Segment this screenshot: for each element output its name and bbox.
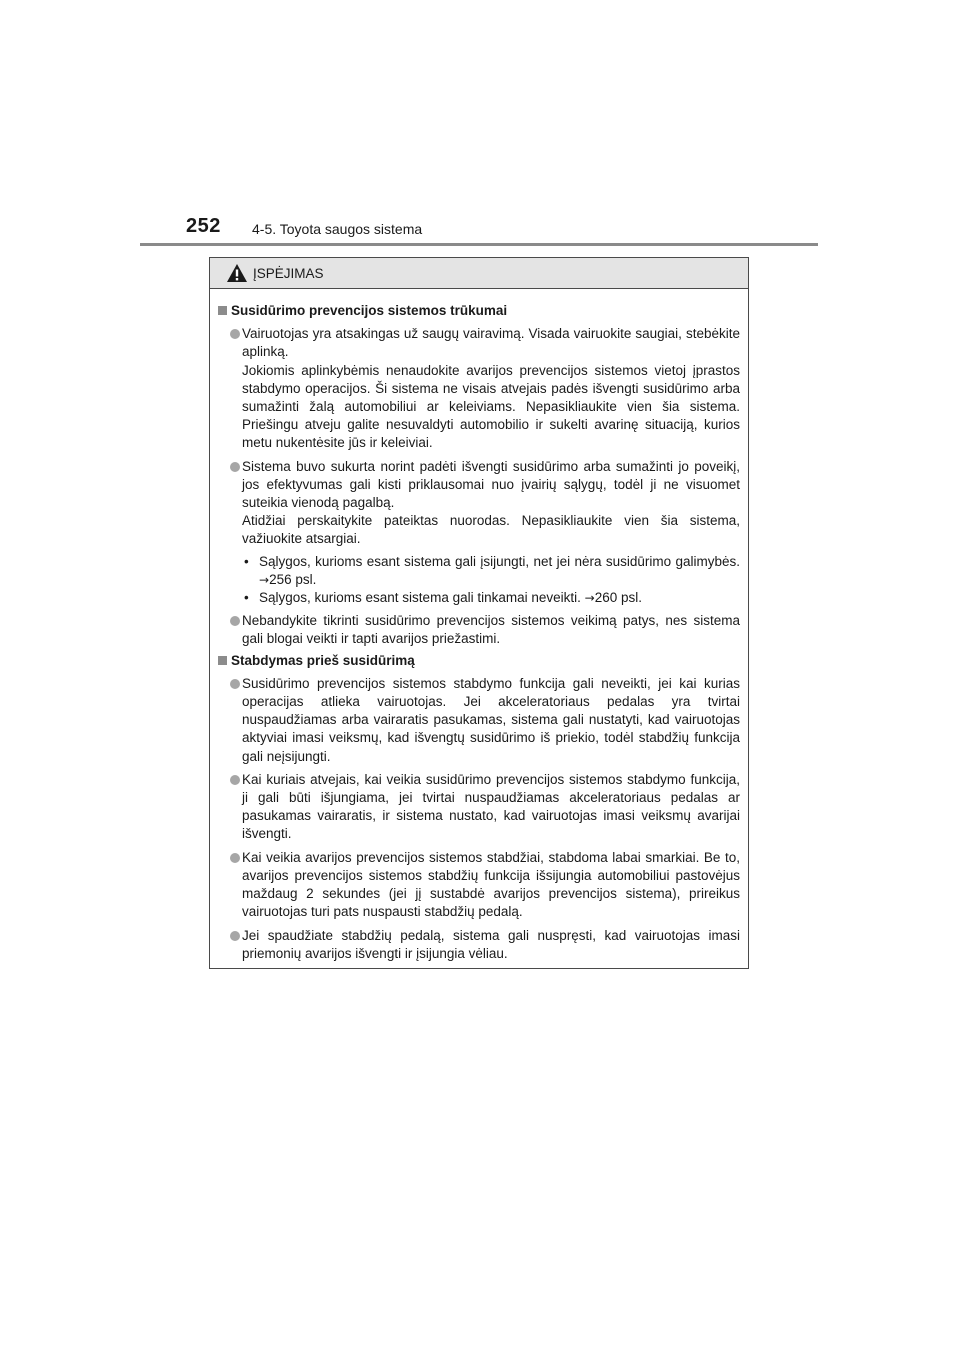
warning-body bbox=[210, 289, 748, 963]
warning-title: ĮSPĖJIMAS bbox=[253, 265, 324, 281]
sub-item-text: Sąlygos, kurioms esant sistema gali tinkamai neveikti. bbox=[259, 590, 581, 606]
page-reference: 256 psl. bbox=[269, 571, 317, 587]
warning-header bbox=[210, 258, 748, 289]
sub-list bbox=[242, 553, 740, 608]
bullet-item bbox=[218, 927, 740, 963]
bullet-paragraph: Kai veikia avarijos prevencijos sistemos stabdžiai, stabdoma labai smarkiai. Be to, avarijos prevencijos sistemos stabdžių funkcija išsijungia automobiliui pastovėjus maždaug 2 sekundes (jei jį sustabdė avarijos prevencijos sistema), prireikus vairuotojas turi pats nuspausti stabdžių pedalą. bbox=[242, 849, 740, 920]
bullet-paragraph: Nebandykite tikrinti susidūrimo prevencijos sistemos veikimą patys, nes sistema gali blogai veikti ir tapti avarijos priežastimi. bbox=[242, 613, 740, 647]
bullet-paragraph: Susidūrimo prevencijos sistemos stabdymo funkcija gali neveikti, jei kai kurias operacijas atlieka vairuotojas. Jei akceleratoriaus pedalas yra tvirtai nuspaudžiamas arba vairaratis pasukamas, sistema gali nustatyti, kad vairuotojas aktyviai imasi veiksmų, kad išvengtų susidūrimo iš priekio, todėl stabdžių funkcija gali neįsijungti. bbox=[242, 675, 740, 764]
section-title: 4-5. Toyota saugos sistema bbox=[252, 221, 423, 237]
sub-bullet-mark: • bbox=[244, 553, 249, 569]
circle-bullet-icon bbox=[230, 853, 240, 863]
section-heading-text: Stabdymas prieš susidūrimą bbox=[231, 652, 415, 668]
bullet-item bbox=[218, 849, 740, 922]
section-heading bbox=[218, 652, 740, 670]
bullet-paragraph: Atidžiai perskaitykite pateiktas nuorodas. Nepasikliaukite vien šia sistema, važiuokite atsargiai. bbox=[242, 513, 740, 547]
page-number: 252 bbox=[186, 215, 221, 237]
bullet-item bbox=[218, 458, 740, 608]
square-bullet-icon bbox=[218, 306, 227, 315]
sub-item-text: Sąlygos, kurioms esant sistema gali įsijungti, net jei nėra susidūrimo galimybės. bbox=[259, 553, 740, 569]
circle-bullet-icon bbox=[230, 616, 240, 626]
circle-bullet-icon bbox=[230, 775, 240, 785]
circle-bullet-icon bbox=[230, 462, 240, 472]
bullet-item bbox=[218, 325, 740, 452]
bullet-item bbox=[218, 612, 740, 648]
section-heading bbox=[218, 302, 740, 320]
sub-item bbox=[244, 553, 740, 589]
square-bullet-icon bbox=[218, 656, 227, 665]
bullet-paragraph: Vairuotojas yra atsakingas už saugų vairavimą. Visada vairuokite saugiai, stebėkite aplinką. bbox=[242, 326, 740, 360]
bullet-paragraph: Jei spaudžiate stabdžių pedalą, sistema gali nuspręsti, kad vairuotojas imasi priemonių avarijos išvengti ir įsijungia vėliau. bbox=[242, 927, 740, 961]
circle-bullet-icon bbox=[230, 679, 240, 689]
reference-arrow-icon: → bbox=[584, 591, 595, 606]
section-heading-text: Susidūrimo prevencijos sistemos trūkumai bbox=[231, 303, 508, 318]
warning-triangle-icon bbox=[226, 263, 248, 283]
warning-box bbox=[209, 257, 749, 969]
circle-bullet-icon bbox=[230, 329, 240, 339]
circle-bullet-icon bbox=[230, 931, 240, 941]
page-reference: 260 psl. bbox=[594, 590, 643, 606]
bullet-item bbox=[218, 675, 740, 766]
bullet-paragraph: Sistema buvo sukurta norint padėti išvengti susidūrimo arba sumažinti jo poveikį, jos efektyvumas gali kisti priklausomai nuo įvairių sąlygų, todėl ji ne visuomet suteikia vienodą pagalbą. bbox=[242, 458, 740, 511]
bullet-paragraph: Jokiomis aplinkybėmis nenaudokite avarijos prevencijos sistemos vietoj įprastos stabdymo operacijos. Ši sistema ne visais atvejais padės išvengti susidūrimo arba sumažinti žalą automobiliui ar keleiviams. Nepasikliaukite vien šia sistema. Priešingu atveju galite nesuvaldyti automobilio ir sukelti avarinę situaciją, kurios metu nukentėsite jūs ir keleiviai. bbox=[242, 362, 740, 451]
header-divider bbox=[140, 243, 818, 246]
sub-bullet-mark: • bbox=[244, 590, 249, 606]
bullet-item bbox=[218, 771, 740, 844]
bullet-paragraph: Kai kuriais atvejais, kai veikia susidūrimo prevencijos sistemos stabdymo funkcija, ji gali būti išjungiama, jei tvirtai nuspaudžiamas akceleratoriaus pedalas ar pasukamas vairaratis, ir sistema nustato, kad vairuotojas imasi veiksmų avarijai išvengti. bbox=[242, 771, 740, 842]
reference-arrow-icon: → bbox=[259, 572, 270, 587]
sub-item bbox=[244, 589, 740, 607]
